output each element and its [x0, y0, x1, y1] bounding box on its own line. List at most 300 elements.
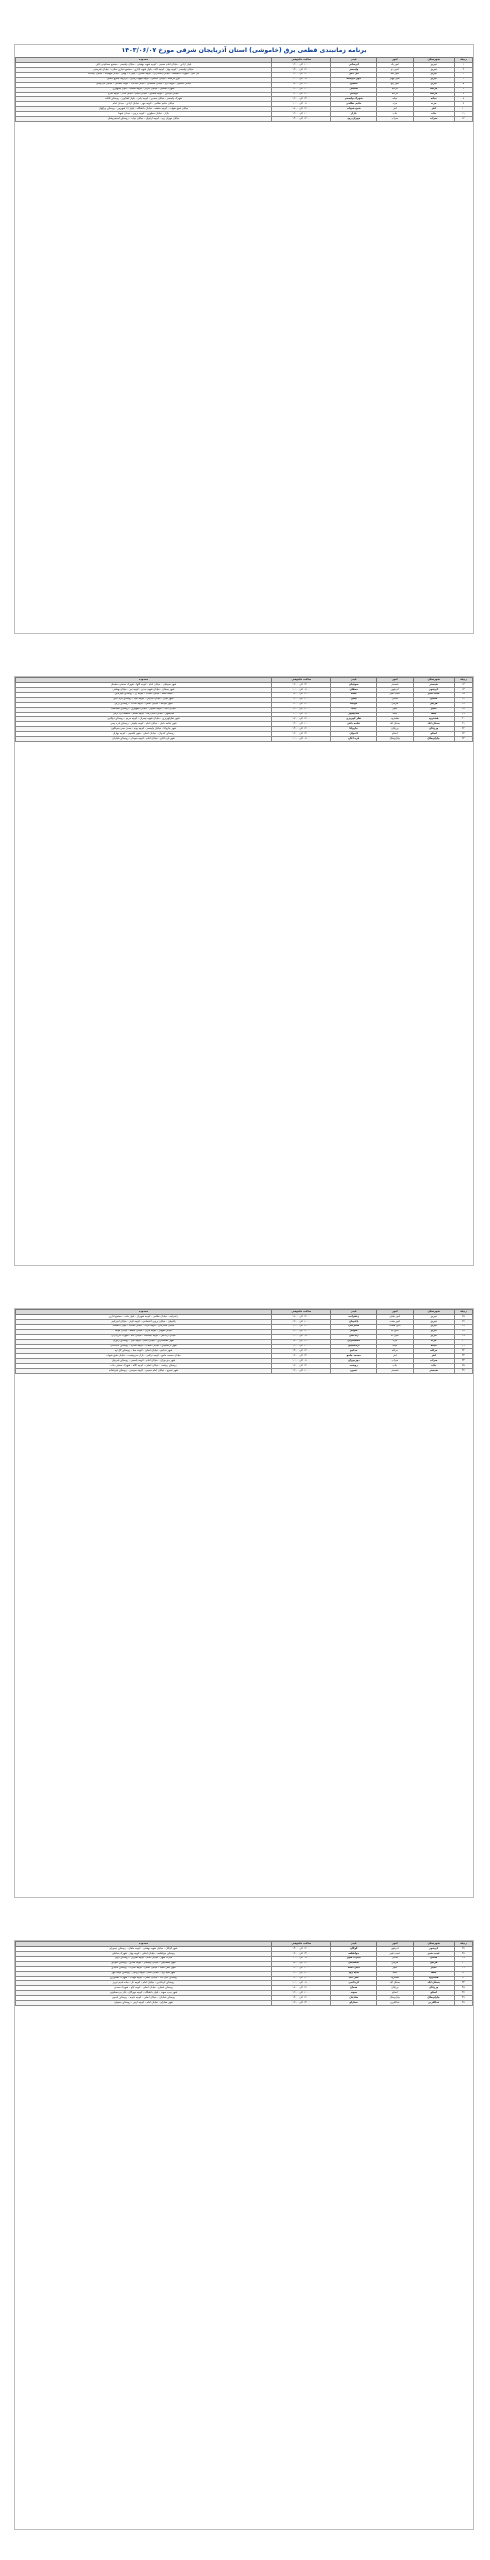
time-cell: ۱۰:۰۰ الی ۱۲:۰۰ — [271, 87, 330, 92]
time-cell: ۰۸:۰۰ الی ۱۰:۰۰ — [271, 688, 330, 693]
table-row — [16, 737, 473, 742]
city-cell: مراغه — [413, 1349, 454, 1354]
document-title: برنامه زمانبندی قطعی برق (خاموشی) استان آذربایجان شرقی مورخ ۱۴۰۳/۰۶/۰۷ — [121, 47, 367, 54]
area-cell: خیابان اوحدی - کوچه شقایق - خیابان خیام - میدان مادر - کوچه سرو — [16, 92, 272, 97]
area-cell: شهر ممقان - خیابان شهید مدنی - کوچه نور - خیابان بهشتی — [16, 688, 272, 693]
time-cell: ۰۸:۰۰ الی ۱۰:۰۰ — [271, 1981, 330, 1986]
row-number-cell: ۳۲ — [454, 1349, 472, 1354]
column-header-region: امور — [377, 58, 414, 63]
area-cell: خیابان مهران رود - کوچه ارغوان - خیابان نواب - روستای اسبفروشان — [16, 117, 272, 122]
time-cell: ۱۶:۰۰ الی ۱۸:۰۰ — [271, 1364, 330, 1369]
city-cell: عجب شیر — [413, 692, 454, 697]
region-cell: کلیبر — [377, 707, 414, 712]
region-cell: امور ده — [377, 1334, 414, 1339]
row-number-cell: ۲۸ — [454, 1329, 472, 1334]
column-header-region: امور — [377, 1942, 414, 1947]
feeder-cell: بازار — [331, 112, 377, 117]
column-header-city: شهرستان — [413, 1942, 454, 1947]
row-number-cell: ۴۳ — [454, 1976, 472, 1981]
row-number-cell: ۳۹ — [454, 1956, 472, 1961]
row-number-cell: ۱ — [454, 63, 472, 68]
city-cell: تبریز — [413, 1320, 454, 1325]
time-cell: ۱۰:۰۰ الی ۱۲:۰۰ — [271, 697, 330, 702]
feeder-cell: سیه رود — [331, 1971, 377, 1976]
row-number-cell: ۳۸ — [454, 1952, 472, 1957]
time-cell: ۱۲:۰۰ الی ۱۴:۰۰ — [271, 727, 330, 732]
region-cell: ورزقان — [377, 727, 414, 732]
area-cell: مبارک شهر - خیابان امام - کوچه شیرین - روستای آروق — [16, 1956, 272, 1961]
column-header-city: شهرستان — [413, 1310, 454, 1315]
time-cell: ۱۰:۰۰ الی ۱۲:۰۰ — [271, 1991, 330, 1996]
row-number-cell: ۴۱ — [454, 1966, 472, 1971]
city-cell: مراغه — [413, 92, 454, 97]
region-cell: هریس — [377, 1961, 414, 1966]
area-cell: روستای جوانقلعه - خیابان اصلی - کوچه بهار - شهرک ساحلی — [16, 1952, 272, 1957]
row-number-cell: ۱۸ — [454, 707, 472, 712]
region-cell: بناب — [377, 112, 414, 117]
row-number-cell: ۲۰ — [454, 717, 472, 722]
feeder-cell: قلعه — [331, 692, 377, 697]
column-header-region: امور — [377, 1310, 414, 1315]
column-header-time: ساعت خاموشی — [271, 1942, 330, 1947]
city-cell: هشترود — [413, 1976, 454, 1981]
schedule-table — [15, 1309, 473, 1374]
area-cell: یاغچیان - خیابان پروین اعتصامی - کوچه کوثر - خیابان امیرکبیر — [16, 1320, 272, 1325]
row-number-cell: ۱۱ — [454, 112, 472, 117]
row-number-cell: ۴۷ — [454, 1996, 472, 2001]
area-cell: شهر تیکمه داش - خیابان امام - کوچه نیلوفر - روستای قره چمن — [16, 722, 272, 727]
region-cell: شبستر — [377, 683, 414, 688]
area-cell: کوی فرشته - خیابان عباسی - کوچه شهید رجایی - بازارچه صنایع دستی — [16, 77, 272, 82]
time-cell: ۱۲:۰۰ الی ۱۴:۰۰ — [271, 1947, 330, 1952]
city-cell: خداآفرین — [413, 2001, 454, 2006]
city-cell: تبریز — [413, 1329, 454, 1334]
time-cell: ۱۴:۰۰ الی ۱۶:۰۰ — [271, 683, 330, 688]
schedule-table — [15, 1941, 473, 2006]
row-number-cell: ۳۰ — [454, 1339, 472, 1344]
time-cell: ۱۶:۰۰ الی ۱۸:۰۰ — [271, 1986, 330, 1991]
city-cell: تبریز — [413, 82, 454, 87]
row-number-cell: ۱۶ — [454, 697, 472, 702]
feeder-cell: بابک — [331, 707, 377, 712]
area-cell: شهر بخشایش - خیابان ولیعصر - کوچه شادی - روستای کلوانق — [16, 1961, 272, 1966]
region-cell: میانه — [377, 1344, 414, 1349]
time-cell: ۱۴:۰۰ الی ۱۶:۰۰ — [271, 707, 330, 712]
row-number-cell: ۸ — [454, 97, 472, 102]
area-cell: شهر کشکسرای - خیابان امام - کوچه افرا - روستای زنوزق — [16, 1339, 272, 1344]
time-cell: ۱۴:۰۰ الی ۱۶:۰۰ — [271, 97, 330, 102]
feeder-cell: شجاع — [331, 1986, 377, 1991]
row-number-cell: ۲۴ — [454, 737, 472, 742]
time-cell: ۱۶:۰۰ الی ۱۸:۰۰ — [271, 107, 330, 112]
row-number-cell: ۱۹ — [454, 712, 472, 717]
city-cell: میانه — [413, 97, 454, 102]
feeder-cell: ستارخان — [331, 1324, 377, 1329]
column-header-feeder: فیدر — [331, 678, 377, 683]
time-cell: ۱۶:۰۰ الی ۱۸:۰۰ — [271, 82, 330, 87]
time-cell: ۱۲:۰۰ الی ۱۴:۰۰ — [271, 117, 330, 122]
feeder-cell: صوفیان — [331, 683, 377, 688]
area-cell: روستای کردکندی - خیابان امام - کوچه ناز - جاده قدیم تبریز — [16, 1981, 272, 1986]
feeder-cell: دوزدوزان — [331, 1359, 377, 1364]
time-cell: ۱۴:۰۰ الی ۱۶:۰۰ — [271, 1329, 330, 1334]
city-cell: سراب — [413, 117, 454, 122]
feeder-cell: شیخ شهاب — [331, 107, 377, 112]
time-cell: ۱۰:۰۰ الی ۱۲:۰۰ — [271, 1966, 330, 1971]
region-cell: امور پنج — [377, 82, 414, 87]
area-cell: شهرک صنعتی - خیابان کارگر - کوچه صنعت - بلوار جمهوری — [16, 87, 272, 92]
city-cell: چاراویماق — [413, 1996, 454, 2001]
feeder-cell: یاغچیان — [331, 1320, 377, 1325]
feeder-cell: ممقان — [331, 688, 377, 693]
row-number-cell: ۷ — [454, 92, 472, 97]
time-cell: ۰۸:۰۰ الی ۱۰:۰۰ — [271, 712, 330, 717]
area-cell: شهر گوگان - خیابان شهید بهشتی - کوچه ماهان - روستای تیمورلو — [16, 1947, 272, 1952]
row-number-cell: ۲۵ — [454, 1315, 472, 1320]
column-header-feeder: فیدر — [331, 58, 377, 63]
area-cell: خیابان منصور - کوچه ارم - خیابان طالقانی - میدان ساعت - کوچه گلستان - خیابان فردوسی — [16, 82, 272, 87]
area-cell: شهر دوزدوزان - خیابان امام - کوچه یاسمن - روستای شربیان — [16, 1359, 272, 1364]
row-number-cell: ۳۴ — [454, 1359, 472, 1364]
feeder-cell: مسجد جامع — [331, 1354, 377, 1359]
time-cell: ۱۴:۰۰ الی ۱۶:۰۰ — [271, 2001, 330, 2006]
region-cell: مراغه — [377, 92, 414, 97]
feeder-cell: خواجه — [331, 702, 377, 707]
region-cell: عجب شیر — [377, 692, 414, 697]
row-number-cell: ۲۲ — [454, 727, 472, 732]
feeder-cell: شهرک ولیعصر — [331, 97, 377, 102]
area-cell: شهر صوفیان - خیابان امام - کوچه گلها - شهرک صنعتی سلیمان — [16, 683, 272, 688]
feeder-cell: هادیشهر — [331, 712, 377, 717]
column-header-time: ساعت خاموشی — [271, 1310, 330, 1315]
time-cell: ۰۸:۰۰ الی ۱۰:۰۰ — [271, 1334, 330, 1339]
feeder-cell: قره آغاج — [331, 737, 377, 742]
city-cell: میانه — [413, 1344, 454, 1349]
region-cell: ملکان — [377, 697, 414, 702]
column-header-feeder: فیدر — [331, 1942, 377, 1947]
region-cell: اهر — [377, 107, 414, 112]
feeder-cell: نظر کهریزی — [331, 717, 377, 722]
city-cell: تبریز — [413, 77, 454, 82]
area-cell: شهر خمارلو - خیابان امام - کوچه ارس - روستای منجوان — [16, 2001, 272, 2006]
row-number-cell: ۲۱ — [454, 722, 472, 727]
region-cell: هشترود — [377, 717, 414, 722]
area-cell: شهر لیلان - خیابان مدرس - کوچه امید - روستای قره آغاج — [16, 697, 272, 702]
city-cell: آذرشهر — [413, 1947, 454, 1952]
feeder-cell: منصور — [331, 82, 377, 87]
column-header-row: ردیف — [454, 1942, 472, 1947]
time-cell: ۱۰:۰۰ الی ۱۲:۰۰ — [271, 1369, 330, 1374]
schedule-table — [15, 677, 473, 742]
area-cell: ائل گلی - شهرک باغمیشه - خیابان پاسداران - کوچه نسترن - بلوار ۲۹ بهمن - میدان فهمیده - خیابان رسالت — [16, 72, 272, 77]
city-cell: آذرشهر — [413, 688, 454, 693]
region-cell: مراغه — [377, 87, 414, 92]
area-cell: خیابان ستارخان - کوچه مژده - خیابان صائب - بلوار دانشگاه — [16, 1324, 272, 1329]
row-number-cell: ۴۸ — [454, 2001, 472, 2006]
row-number-cell: ۴۵ — [454, 1986, 472, 1991]
time-cell: ۰۸:۰۰ الی ۱۰:۰۰ — [271, 77, 330, 82]
region-cell: کلیبر — [377, 1966, 414, 1971]
region-cell: اسکو — [377, 1991, 414, 1996]
region-cell: هشترود — [377, 1976, 414, 1981]
city-cell: هریس — [413, 702, 454, 707]
row-number-cell: ۳۵ — [454, 1364, 472, 1369]
time-cell: ۱۲:۰۰ الی ۱۴:۰۰ — [271, 1996, 330, 2001]
region-cell: بستان آباد — [377, 1981, 414, 1986]
city-cell: بستان آباد — [413, 722, 454, 727]
region-cell: امور هشت — [377, 1324, 414, 1329]
column-header-row: ردیف — [454, 678, 472, 683]
city-cell: مراغه — [413, 87, 454, 92]
region-cell: امور یک — [377, 63, 414, 68]
document-page-2 — [14, 676, 474, 1266]
row-number-cell: ۹ — [454, 102, 472, 107]
row-number-cell: ۳ — [454, 72, 472, 77]
feeder-cell: صنعتی — [331, 87, 377, 92]
city-cell: اسکو — [413, 1991, 454, 1996]
time-cell: ۱۰:۰۰ الی ۱۲:۰۰ — [271, 63, 330, 68]
column-header-time: ساعت خاموشی — [271, 58, 330, 63]
row-number-cell: ۱۷ — [454, 702, 472, 707]
region-cell: اسکو — [377, 732, 414, 737]
region-cell: شبستر — [377, 1369, 414, 1374]
feeder-cell: کوی فرشته — [331, 77, 377, 82]
feeder-cell: روشت — [331, 1364, 377, 1369]
time-cell: ۰۸:۰۰ الی ۱۰:۰۰ — [271, 737, 330, 742]
row-number-cell: ۴۶ — [454, 1991, 472, 1996]
city-cell: بناب — [413, 112, 454, 117]
feeder-cell: تیکمه داش — [331, 722, 377, 727]
city-cell: تبریز — [413, 1334, 454, 1339]
region-cell: جلفا — [377, 1971, 414, 1976]
time-cell: ۱۴:۰۰ الی ۱۶:۰۰ — [271, 732, 330, 737]
time-cell: ۱۰:۰۰ الی ۱۲:۰۰ — [271, 112, 330, 117]
city-cell: بستان آباد — [413, 1981, 454, 1986]
region-cell: خداآفرین — [377, 2001, 414, 2006]
city-cell: ورزقان — [413, 1986, 454, 1991]
area-cell: روستای شجاع - خیابان اصلی - کوچه کاج - شهرک معدنی — [16, 1986, 272, 1991]
area-cell: خیابان مسجد جامع - کوچه نرگس - بازار سرپوشیده - خیابان شیخ شهاب — [16, 1354, 272, 1359]
column-header-region: امور — [377, 678, 414, 683]
document-page-3 — [14, 1308, 474, 1898]
feeder-cell: ولیعصر — [331, 68, 377, 73]
feeder-cell: زعفرانیه — [331, 1315, 377, 1320]
time-cell: ۱۶:۰۰ الی ۱۸:۰۰ — [271, 1339, 330, 1344]
schedule-table — [15, 57, 473, 122]
city-cell: چاراویماق — [413, 737, 454, 742]
area-cell: شهر ترکمنچای - خیابان انقلاب - کوچه ستاره - روستای کاغذکنان — [16, 1344, 272, 1349]
area-cell: محله قلعه - خیابان انقلاب - کوچه رز - روستای شیرامین — [16, 692, 272, 697]
area-cell: خیابان ولیعصر - کوچه بهار - کوچه لاله - بلوار شهید باکری - مجتمع تجاری ستاره - خیابان شریعتی — [16, 68, 272, 73]
city-cell: تبریز — [413, 72, 454, 77]
area-cell: روستای شادیان - خیابان اصلی - کوچه بابونه - روستای یامچی — [16, 1996, 272, 2001]
city-cell: تبریز — [413, 1315, 454, 1320]
document-page-1 — [14, 44, 474, 634]
time-cell: ۰۸:۰۰ الی ۱۰:۰۰ — [271, 102, 330, 107]
region-cell: عجب شیر — [377, 1952, 414, 1957]
time-cell: ۰۸:۰۰ الی ۱۰:۰۰ — [271, 1359, 330, 1364]
feeder-cell: خمارلو — [331, 2001, 377, 2006]
column-header-area: محدوده — [16, 58, 272, 63]
row-number-cell: ۳۶ — [454, 1369, 472, 1374]
row-number-cell: ۴۲ — [454, 1971, 472, 1976]
feeder-cell: لیلان — [331, 697, 377, 702]
region-cell: آذرشهر — [377, 688, 414, 693]
column-header-row: ردیف — [454, 1310, 472, 1315]
region-cell: امور سه — [377, 72, 414, 77]
row-number-cell: ۳۷ — [454, 1947, 472, 1952]
city-cell: ملکان — [413, 1956, 454, 1961]
city-cell: جلفا — [413, 712, 454, 717]
time-cell: ۱۶:۰۰ الی ۱۸:۰۰ — [271, 1961, 330, 1966]
region-cell: جلفا — [377, 712, 414, 717]
column-header-feeder: فیدر — [331, 1310, 377, 1315]
feeder-cell: راه آهن — [331, 1334, 377, 1339]
city-cell: تبریز — [413, 63, 454, 68]
feeder-cell: اوحدی — [331, 92, 377, 97]
column-header-area: محدوده — [16, 1942, 272, 1947]
region-cell: امور دو — [377, 68, 414, 73]
area-cell: بازار - خیابان مطهری - کوچه پروین - میدان شهدا — [16, 112, 272, 117]
area-cell: شهرک ولیعصر - خیابان سعدی - کوچه یاس - بلوار کشاورز - روستای آقکند — [16, 97, 272, 102]
time-cell: ۱۲:۰۰ الی ۱۴:۰۰ — [271, 68, 330, 73]
area-cell: شهر نظرکهریزی - خیابان شهید چمران - کوچه مریم - روستای ذوالبین — [16, 717, 272, 722]
city-cell: شبستر — [413, 683, 454, 688]
region-cell: بناب — [377, 1364, 414, 1369]
feeder-cell: کندوان — [331, 732, 377, 737]
time-cell: ۱۲:۰۰ الی ۱۴:۰۰ — [271, 1971, 330, 1976]
city-cell: ورزقان — [413, 727, 454, 732]
time-cell: ۱۲:۰۰ الی ۱۴:۰۰ — [271, 702, 330, 707]
feeder-cell: علی آباد — [331, 1976, 377, 1981]
feeder-cell: گوگان — [331, 1947, 377, 1952]
feeder-cell: خداجو — [331, 1349, 377, 1354]
row-number-cell: ۳۳ — [454, 1354, 472, 1359]
time-cell: ۱۴:۰۰ الی ۱۶:۰۰ — [271, 1952, 330, 1957]
area-cell: شهر آبش احمد - خیابان اصلی - کوچه گلبرگ - روستای مکیدی — [16, 1966, 272, 1971]
feeder-cell: مهران رود — [331, 117, 377, 122]
area-cell: شهر خداجو - خیابان اصلی - کوچه صبا - روستای گل تپه — [16, 1349, 272, 1354]
time-cell: ۱۶:۰۰ الی ۱۸:۰۰ — [271, 1315, 330, 1320]
city-cell: اهر — [413, 107, 454, 112]
row-number-cell: ۲۶ — [454, 1320, 472, 1325]
city-cell: کلیبر — [413, 1966, 454, 1971]
region-cell: میانه — [377, 97, 414, 102]
column-header-row: ردیف — [454, 58, 472, 63]
feeder-cell: ائل گلی — [331, 72, 377, 77]
feeder-cell: بخشایش — [331, 1961, 377, 1966]
area-cell: شهر تسوج - خیابان امام خمینی - کوچه سوسن - روستای شرفخانه — [16, 1369, 272, 1374]
feeder-cell: تسوج — [331, 1369, 377, 1374]
feeder-cell: شادیان — [331, 1996, 377, 2001]
area-cell: خیابان بابک - کوچه صنوبر - خیابان جمهوری - روستای آبشاحمد — [16, 707, 272, 712]
feeder-cell: کشکسرای — [331, 1339, 377, 1344]
row-number-cell: ۱۳ — [454, 683, 472, 688]
region-cell: سراب — [377, 117, 414, 122]
region-cell: سراب — [377, 1359, 414, 1364]
region-cell: چاراویماق — [377, 737, 414, 742]
region-cell: ورزقان — [377, 1986, 414, 1991]
column-header-area: محدوده — [16, 1310, 272, 1315]
time-cell: ۱۰:۰۰ الی ۱۲:۰۰ — [271, 722, 330, 727]
feeder-cell: ترکمنچای — [331, 1344, 377, 1349]
table-row — [16, 117, 473, 122]
region-cell: اهر — [377, 1354, 414, 1359]
time-cell: ۱۴:۰۰ الی ۱۶:۰۰ — [271, 1354, 330, 1359]
column-header-area: محدوده — [16, 678, 272, 683]
city-cell: تبریز — [413, 68, 454, 73]
area-cell: بلوار آزادی - خیابان امام خمینی - کوچه شهید بهشتی - خیابان ولیعصر - مجتمع مسکونی نگین — [16, 63, 272, 68]
city-cell: مرند — [413, 1339, 454, 1344]
area-cell: خیابان راه آهن - کوچه ایستگاه - خیابان لاله - شهرک مرزداران — [16, 1334, 272, 1339]
city-cell: بناب — [413, 1364, 454, 1369]
row-number-cell: ۲۷ — [454, 1324, 472, 1329]
region-cell: ملکان — [377, 1956, 414, 1961]
area-cell: شهر جدید سهند - بلوار دانشگاه - کوچه مهرگان - فاز دو مسکونی — [16, 1991, 272, 1996]
feeder-cell: حکیم نظامی — [331, 102, 377, 107]
feeder-cell: جوانقلعه — [331, 1952, 377, 1957]
feeder-cell: سهند — [331, 1991, 377, 1996]
region-cell: چاراویماق — [377, 1996, 414, 2001]
region-cell: هریس — [377, 702, 414, 707]
city-cell: سراب — [413, 1359, 454, 1364]
city-cell: تبریز — [413, 1324, 454, 1329]
region-cell: آذرشهر — [377, 1947, 414, 1952]
row-number-cell: ۴۴ — [454, 1981, 472, 1986]
time-cell: ۱۲:۰۰ الی ۱۴:۰۰ — [271, 1324, 330, 1329]
time-cell: ۱۲:۰۰ الی ۱۴:۰۰ — [271, 92, 330, 97]
city-cell: جلفا — [413, 1971, 454, 1976]
area-cell: شهر سیه رود - خیابان امام - کوچه رودبار - روستای نوجه مهر — [16, 1971, 272, 1976]
feeder-cell: شهناز — [331, 1329, 377, 1334]
column-header-city: شهرستان — [413, 678, 454, 683]
area-cell: خیابان شیخ شهاب - کوچه بنفشه - خیابان دانشگاه - بلوار ۱۷ شهریور - روستای ورگهان — [16, 107, 272, 112]
row-number-cell: ۲ — [454, 68, 472, 73]
area-cell: شهر خواجه - خیابان اصلی - کوچه آفتاب - روستای زرنق — [16, 702, 272, 707]
time-cell: ۰۸:۰۰ الی ۱۰:۰۰ — [271, 1956, 330, 1961]
city-cell: عجب شیر — [413, 1952, 454, 1957]
area-cell: هادیشهر - خیابان امام رضا - کوچه شبنم - منطقه آزاد ارس — [16, 712, 272, 717]
area-cell: روستای روشت - خیابان اصلی - کوچه آلاله - شهرک صنعتی بناب — [16, 1364, 272, 1369]
row-number-cell: ۴ — [454, 77, 472, 82]
region-cell: مرند — [377, 102, 414, 107]
time-cell: ۱۰:۰۰ الی ۱۲:۰۰ — [271, 1320, 330, 1325]
region-cell: بستان آباد — [377, 722, 414, 727]
region-cell: امور چهار — [377, 77, 414, 82]
row-number-cell: ۱۲ — [454, 117, 472, 122]
area-cell: شهر خاروانا - خیابان ولیعصر - کوچه پونه - معدن مس سونگون — [16, 727, 272, 732]
region-cell: امور هفت — [377, 1320, 414, 1325]
row-number-cell: ۱۰ — [454, 107, 472, 112]
column-header-time: ساعت خاموشی — [271, 678, 330, 683]
document-page-4 — [14, 1940, 474, 2530]
row-number-cell: ۱۴ — [454, 688, 472, 693]
area-cell: روستای کندوان - خیابان اصلی - شهر ایلخچی - کوچه بهاران — [16, 732, 272, 737]
area-cell: شهر قره آغاج - خیابان امام - کوچه سپیدار - روستای شادیان — [16, 737, 272, 742]
time-cell: ۱۴:۰۰ الی ۱۶:۰۰ — [271, 1976, 330, 1981]
city-cell: هشترود — [413, 717, 454, 722]
time-cell: ۱۴:۰۰ الی ۱۶:۰۰ — [271, 72, 330, 77]
row-number-cell: ۲۹ — [454, 1334, 472, 1339]
time-cell: ۱۰:۰۰ الی ۱۲:۰۰ — [271, 1344, 330, 1349]
city-cell: مرند — [413, 102, 454, 107]
row-number-cell: ۱۵ — [454, 692, 472, 697]
area-cell: روستای علی آباد - خیابان اصلی - کوچه مهتاب - شهرک کشاورزی — [16, 1976, 272, 1981]
feeder-cell: آبرسانی — [331, 63, 377, 68]
city-cell: اسکو — [413, 732, 454, 737]
column-header-city: شهرستان — [413, 58, 454, 63]
row-number-cell: ۴۰ — [454, 1961, 472, 1966]
